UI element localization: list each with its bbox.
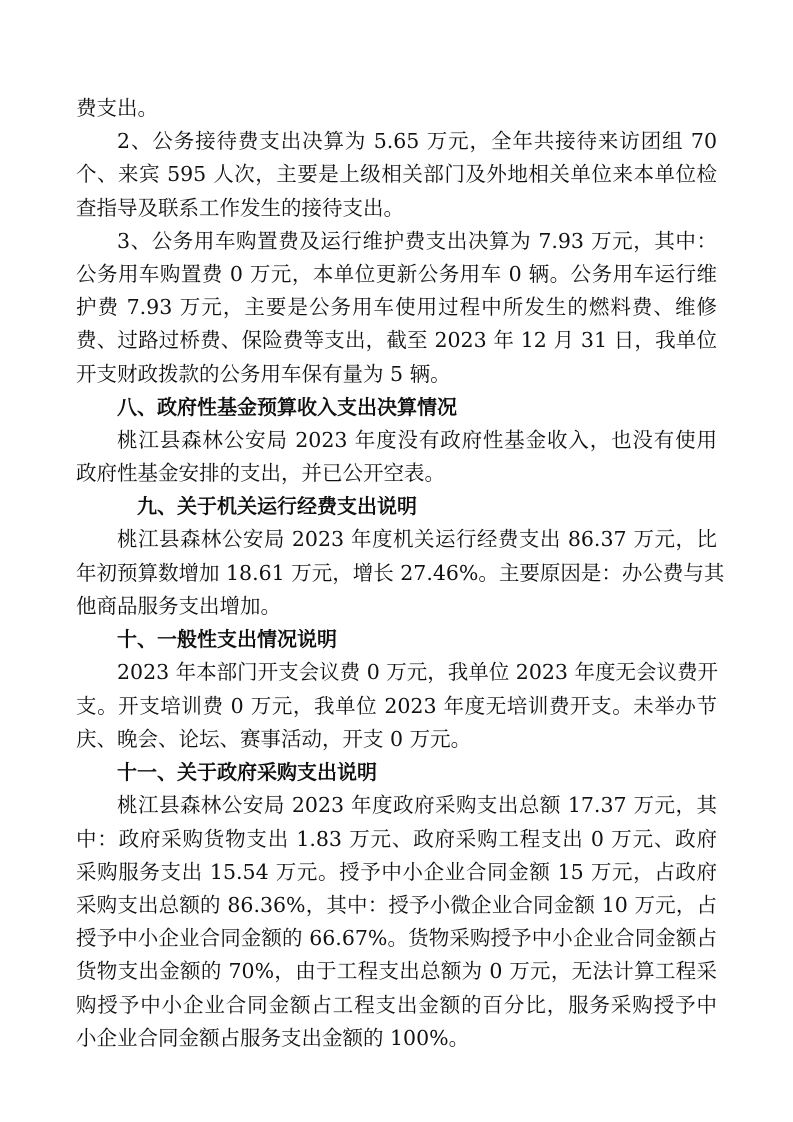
paragraph-line: 桃江县森林公安局 2023 年度政府采购支出总额 17.37 万元，其 [117, 793, 717, 817]
paragraph-line: 护费 7.93 万元，主要是公务用车使用过程中所发生的燃料费、维修 [76, 295, 717, 319]
paragraph-line: 支。开支培训费 0 万元，我单位 2023 年度无培训费开支。未举办节 [76, 694, 717, 718]
paragraph-line: 中：政府采购货物支出 1.83 万元、政府采购工程支出 0 万元、政府 [76, 827, 717, 851]
paragraph-line: 费支出。 [76, 96, 158, 120]
paragraph-line: 庆、晚会、论坛、赛事活动，开支 0 万元。 [76, 727, 472, 751]
section-heading: 九、关于机关运行经费支出说明 [137, 494, 417, 518]
section-heading: 十一、关于政府采购支出说明 [117, 760, 377, 784]
paragraph-line: 桃江县森林公安局 2023 年度没有政府性基金收入，也没有使用 [117, 428, 717, 452]
paragraph-line: 授予中小企业合同金额的 66.67%。货物采购授予中小企业合同金额占 [76, 926, 717, 950]
paragraph-line: 个、来宾 595 人次，主要是上级相关部门及外地相关单位来本单位检 [76, 162, 717, 186]
paragraph-line: 政府性基金安排的支出，并已公开空表。 [76, 461, 445, 485]
paragraph-line: 公务用车购置费 0 万元，本单位更新公务用车 0 辆。公务用车运行维 [76, 262, 717, 286]
paragraph-line: 桃江县森林公安局 2023 年度机关运行经费支出 86.37 万元，比 [117, 527, 717, 551]
paragraph-line: 货物支出金额的 70%，由于工程支出总额为 0 万元，无法计算工程采 [76, 959, 717, 983]
paragraph-line: 他商品服务支出增加。 [76, 594, 281, 618]
paragraph-line: 购授予中小企业合同金额占工程支出金额的百分比，服务采购授予中 [76, 993, 717, 1017]
section-heading: 十、一般性支出情况说明 [117, 627, 337, 651]
paragraph-line: 开支财政拨款的公务用车保有量为 5 辆。 [76, 362, 451, 386]
paragraph-line: 采购支出总额的 86.36%，其中：授予小微企业合同金额 10 万元，占 [76, 893, 717, 917]
paragraph-line: 采购服务支出 15.54 万元。授予中小企业合同金额 15 万元，占政府 [76, 860, 717, 884]
paragraph-line: 小企业合同金额占服务支出金额的 100%。 [76, 1026, 470, 1050]
paragraph-line: 2、公务接待费支出决算为 5.65 万元，全年共接待来访团组 70 [117, 129, 717, 153]
section-heading: 八、政府性基金预算收入支出决算情况 [117, 395, 457, 419]
paragraph-line: 费、过路过桥费、保险费等支出，截至 2023 年 12 月 31 日，我单位 [76, 328, 717, 352]
paragraph-line: 查指导及联系工作发生的接待支出。 [76, 196, 404, 220]
paragraph-line: 年初预算数增加 18.61 万元，增长 27.46%。主要原因是：办公费与其 [76, 561, 725, 585]
paragraph-line: 3、公务用车购置费及运行维护费支出决算为 7.93 万元，其中： [117, 229, 717, 253]
paragraph-line: 2023 年本部门开支会议费 0 万元，我单位 2023 年度无会议费开 [117, 660, 718, 684]
